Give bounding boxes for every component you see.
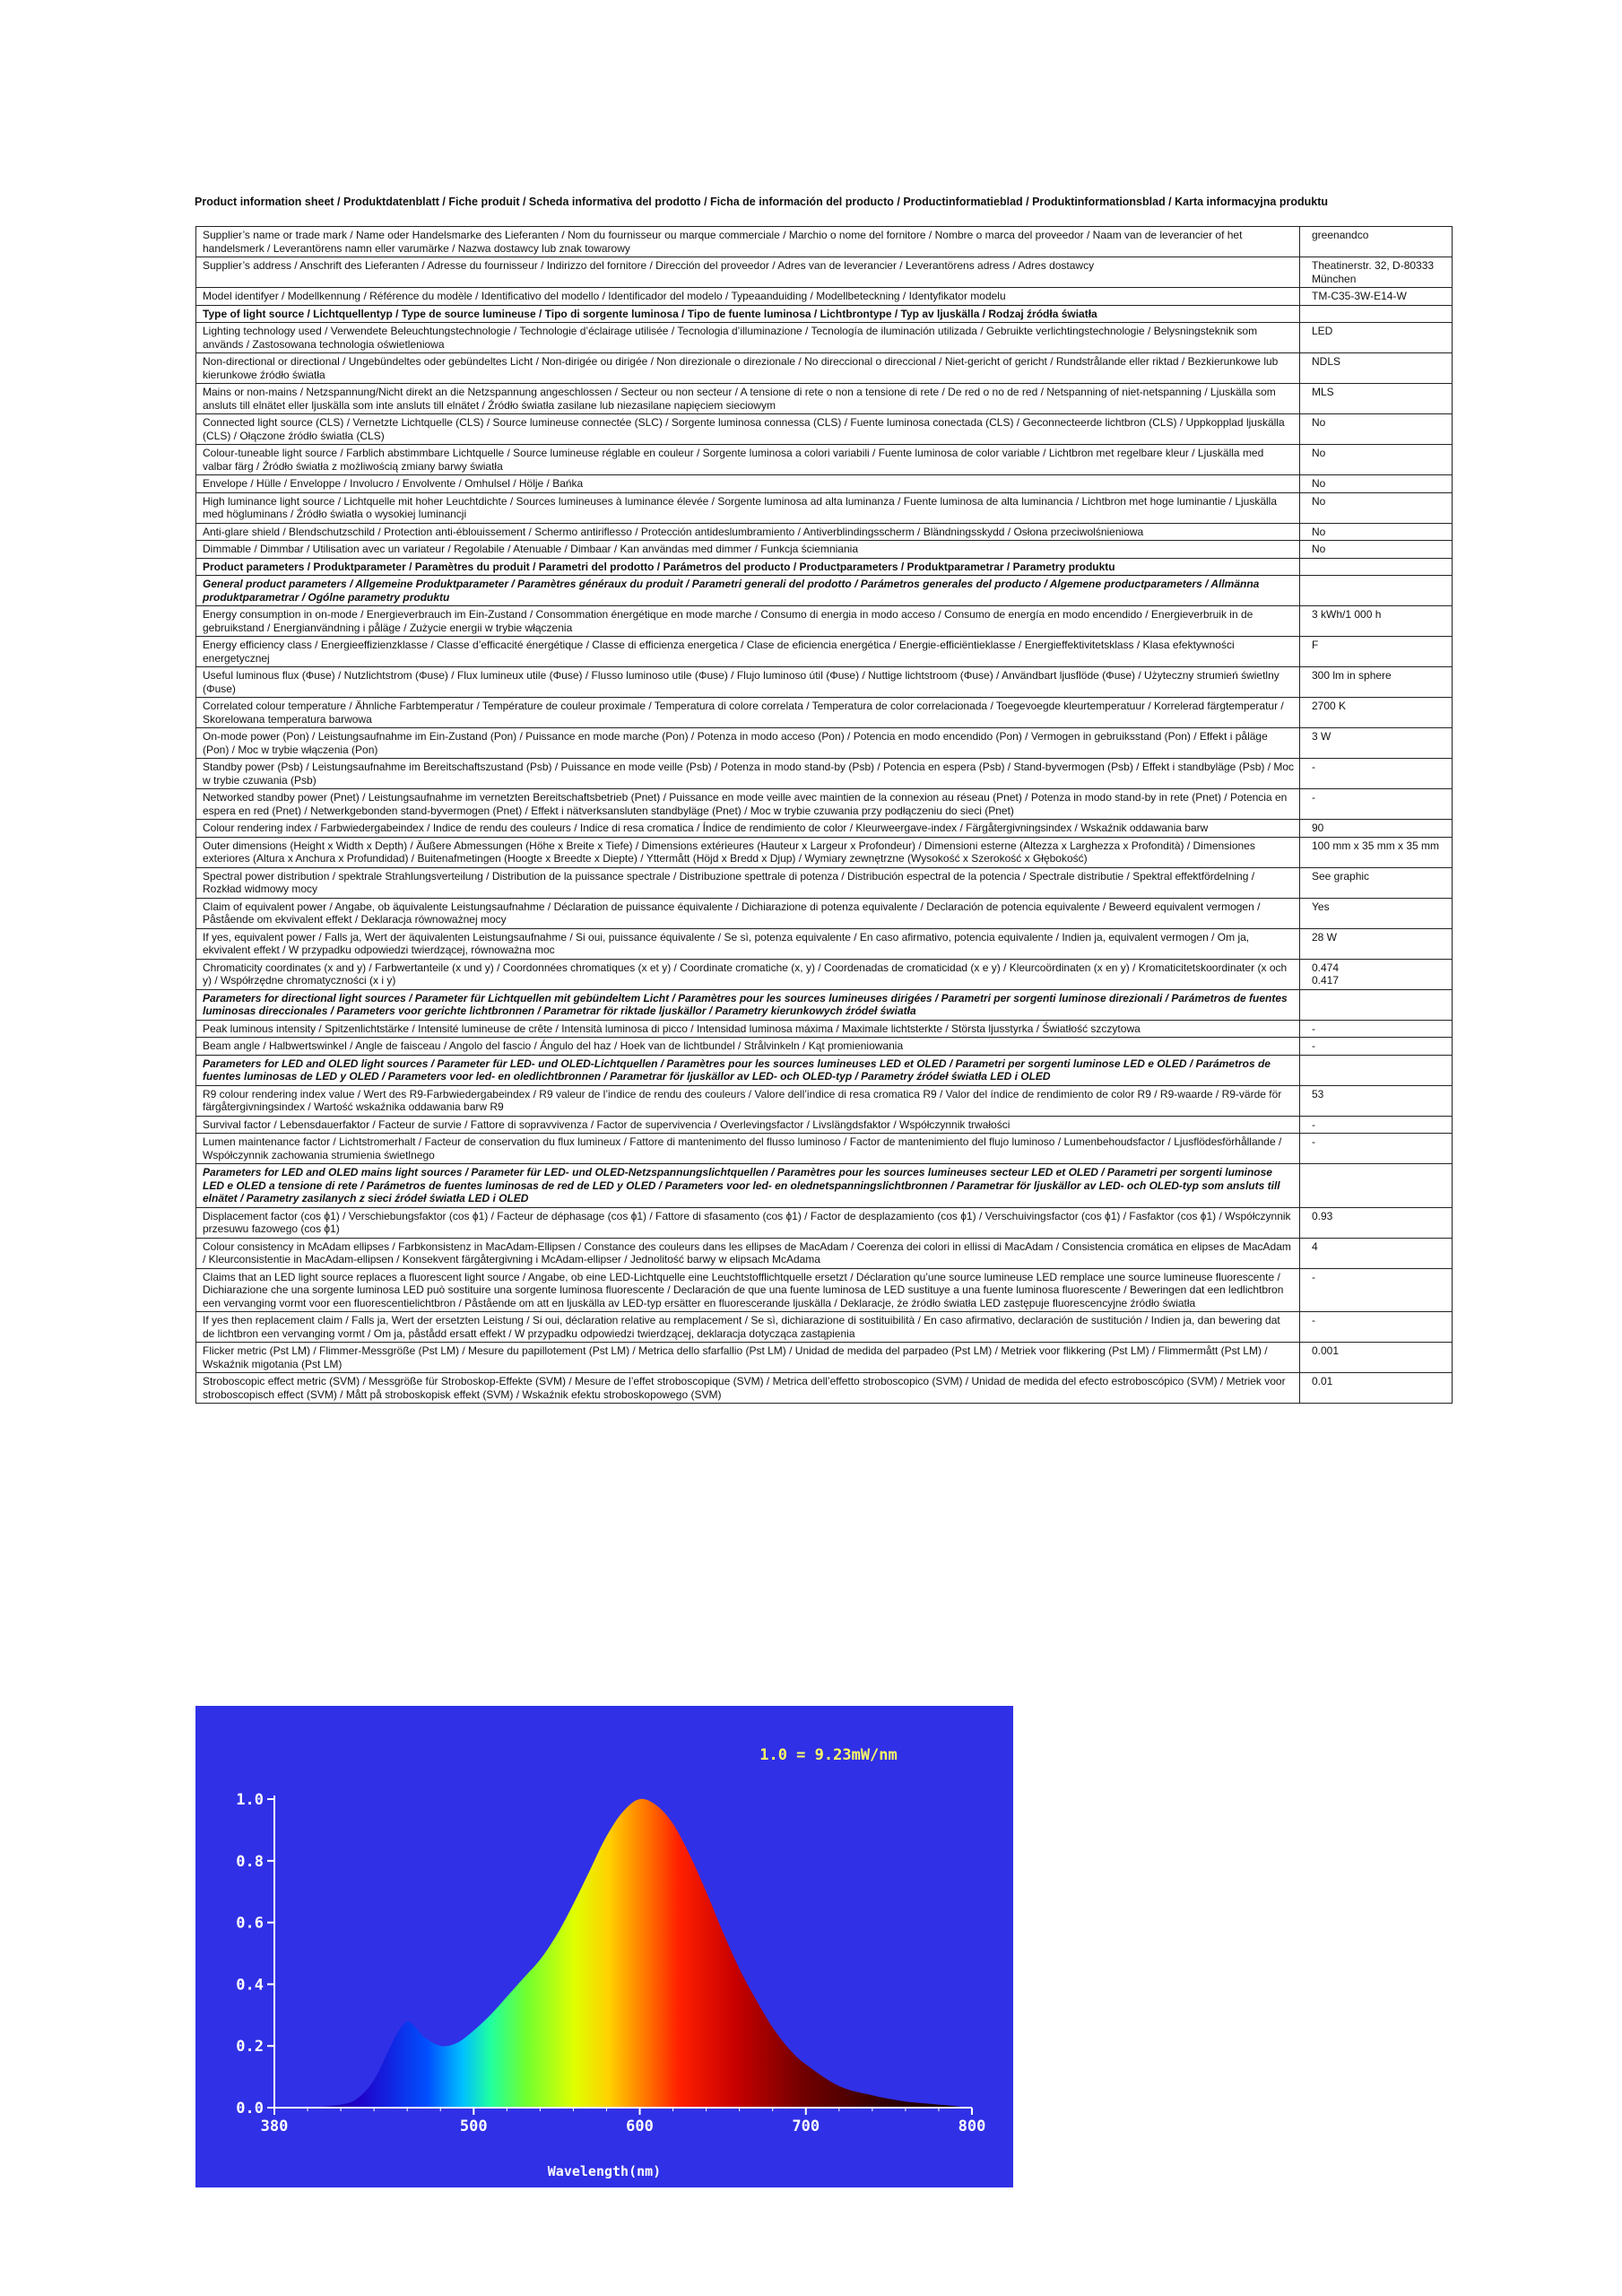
table-row — [196, 928, 1453, 959]
row-label: Energy efficiency class / Energieeffizienzklasse / Classe d’efficacité énergétique / Classe di efficienza energetica / Clase de eficiencia energética / Energie-efficiëntieklasse / Energieffektivitetsklass / Klasa efektywności energetycznej — [196, 637, 1300, 667]
row-value: - — [1300, 1116, 1453, 1134]
row-label: Colour consistency in McAdam ellipses / Farbkonsistenz in MacAdam-Ellipsen / Constance des couleurs dans les ellipses de MacAdam / Coerenza dei colori in ellissi di MacAdam / Consistencia cromática en elipses de MacAdam / Kleurconsistentie in MacAdam-ellipsen / Konsekvent färgåtergivning i McAdam-ellipser / Jednolitość barwy w elipsach McAdama — [196, 1238, 1300, 1268]
table-row — [196, 576, 1453, 606]
table-row — [196, 558, 1453, 576]
table-row — [196, 257, 1453, 288]
table-row — [196, 789, 1453, 820]
x-axis-label: Wavelength(nm) — [547, 2163, 662, 2179]
y-tick-label: 0.0 — [236, 2100, 264, 2118]
table-row — [196, 1085, 1453, 1116]
spectrum-svg — [195, 1706, 1013, 2187]
row-value: greenandco — [1300, 227, 1453, 257]
table-row — [196, 323, 1453, 353]
row-label: High luminance light source / Lichtquelle mit hoher Leuchtdichte / Sources lumineuses à luminance élevée / Sorgente luminosa ad alta luminanza / Fuente luminosa de alta luminancia / Lichtbron met hoge luminantie / Ljuskälla med högluminans / Źródło światła o wysokiej luminancji — [196, 492, 1300, 523]
table-row — [196, 541, 1453, 559]
row-label: Displacement factor (cos ϕ1) / Verschiebungsfaktor (cos ϕ1) / Facteur de déphasage (cos ϕ1) / Fattore di sfasamento (cos ϕ1) / Factor de desplazamiento (cos ϕ1) / Verschuivingsfactor (cos ϕ1) / Fasfaktor (cos ϕ1) / Współczynnik przesuwu fazowego (cos ϕ1) — [196, 1207, 1300, 1238]
row-label: Envelope / Hülle / Enveloppe / Involucro / Envolvente / Omhulsel / Hölje / Bańka — [196, 475, 1300, 493]
table-row — [196, 1116, 1453, 1134]
row-label: Networked standby power (Pnet) / Leistungsaufnahme im vernetzten Bereitschaftsbetrieb (Pnet) / Puissance en mode veille avec maintien de la connexion au réseau (Pnet) / Potenza in modo stand-by in rete (Pnet) / Potencia en espera en red (Pnet) / Netwerkgebonden stand-byvermogen (Pnet) / Effekt i nätverksansluten standbyläge (Pnet) / Moc w trybie czuwania przy podłączeniu do sieci (Pnet) — [196, 789, 1300, 820]
row-value — [1300, 1055, 1453, 1085]
row-label: Parameters for LED and OLED light sources / Parameter für LED- und OLED-Lichtquellen / Paramètres pour les sources lumineuses LED et OLED / Parametri per sorgenti luminose LED e OLED / Parámetros de fuentes luminosas de LED y OLED / Parameters voor led- en oledlichtbronnen / Parametrar för ljuskällor av LED- och OLED-typ / Parametry źródeł światła LED i OLED — [196, 1055, 1300, 1085]
y-tick-label: 0.8 — [236, 1852, 264, 1871]
table-row — [196, 1055, 1453, 1085]
x-tick-label: 500 — [459, 2118, 488, 2135]
table-row — [196, 1038, 1453, 1056]
x-tick-label: 700 — [792, 2118, 820, 2135]
row-value: 2700 K — [1300, 698, 1453, 728]
y-tick-label: 0.6 — [236, 1914, 264, 1933]
row-value: TM-C35-3W-E14-W — [1300, 288, 1453, 306]
row-label: Supplier’s address / Anschrift des Lieferanten / Adresse du fournisseur / Indirizzo del fornitore / Dirección del proveedor / Adres van de leverancier / Leverantörens adress / Adres dostawcy — [196, 257, 1300, 288]
x-tick-label: 800 — [958, 2118, 986, 2135]
row-label: Spectral power distribution / spektrale Strahlungsverteilung / Distribution de la puissance spectrale / Distribuzione spettrale di potenza / Distribución espectral de la potencia / Spectrale distributie / Spektral effektfördelning / Rozkład widmowy mocy — [196, 867, 1300, 898]
x-tick-label: 600 — [626, 2118, 654, 2135]
row-label: Correlated colour temperature / Ähnliche Farbtemperatur / Température de couleur proximale / Temperatura di colore correlata / Temperatura de color correlacionada / Toegevoegde kleurtemperatuur / Korrelerad färgtemperatur / Skorelowana temperatura barwowa — [196, 698, 1300, 728]
row-label: Energy consumption in on-mode / Energieverbrauch im Ein-Zustand / Consommation énergétique en mode marche / Consumo di energia in modo acceso / Consumo de energía en modo encendido / Energieverbruik in de gebruikstand / Energianvändning i påläge / Zużycie energii w trybie włączenia — [196, 606, 1300, 637]
table-row — [196, 523, 1453, 541]
row-value: - — [1300, 1134, 1453, 1164]
row-label: Lighting technology used / Verwendete Beleuchtungstechnologie / Technologie d’éclairage utilisée / Tecnologia d’illuminazione / Tecnología de iluminación utilizada / Gebruikte verlichtingstechnologie / Belysningsteknik som används / Zastosowana technologia oświetleniowa — [196, 323, 1300, 353]
table-row — [196, 475, 1453, 493]
table-row — [196, 698, 1453, 728]
table-row — [196, 1020, 1453, 1038]
row-label: Flicker metric (Pst LM) / Flimmer-Messgröße (Pst LM) / Mesure du papillotement (Pst LM) / Metrica dello sfarfallio (Pst LM) / Unidad de medida del parpadeo (Pst LM) / Metriek voor flikkering (Pst LM) / Flimmermått (Pst LM) / Wskaźnik migotania (Pst LM) — [196, 1343, 1300, 1373]
y-tick-label: 0.4 — [236, 1976, 264, 1995]
table-row — [196, 1134, 1453, 1164]
table-row — [196, 837, 1453, 867]
row-value: No — [1300, 492, 1453, 523]
row-value: 3 W — [1300, 728, 1453, 759]
row-label: Beam angle / Halbwertswinkel / Angle de faisceau / Angolo del fascio / Ángulo del haz / Hoek van de lichtbundel / Strålvinkeln / Kąt promieniowania — [196, 1038, 1300, 1056]
table-row — [196, 1207, 1453, 1238]
row-value: - — [1300, 789, 1453, 820]
row-value: NDLS — [1300, 353, 1453, 384]
table-row — [196, 759, 1453, 789]
row-label: Parameters for directional light sources / Parameter für Lichtquellen mit gebündeltem Licht / Paramètres pour les sources lumineuses dirigées / Parametri per sorgenti luminose direzionali / Parámetros de fuentes luminosas direccionales / Parameters voor gerichte lichtbronnen / Parametrar för riktade ljuskällor / Parametry kierunkowych źródeł światła — [196, 989, 1300, 1020]
row-label: Non-directional or directional / Ungebündeltes oder gebündeltes Licht / Non-dirigée ou dirigée / Non direzionale o direzionale / No direccional o direccional / Niet-gericht of gericht / Rundstrålande eller riktad / Bezkierunkowe lub kierunkowe źródło światła — [196, 353, 1300, 384]
row-label: Mains or non-mains / Netzspannung/Nicht direkt an die Netzspannung angeschlossen / Secteur ou non secteur / A tensione di rete o non a tensione di rete / De red o no de red / Netspanning of niet-netspanning / Ljuskälla som ansluts till elnätet eller ljuskälla som inte ansluts till elnätet / Źródło światła zasilane lub niezasilane napięciem sieciowym — [196, 384, 1300, 414]
row-value: 0.001 — [1300, 1343, 1453, 1373]
product-info-table — [195, 226, 1453, 1404]
row-value: - — [1300, 759, 1453, 789]
row-value: Yes — [1300, 898, 1453, 928]
row-label: R9 colour rendering index value / Wert des R9-Farbwiedergabeindex / R9 valeur de l’indice de rendu des couleurs / Valore dell’indice di resa cromatica R9 / Valor del índice de rendimiento de color R9 / R9-waarde / R9-värde för färgåtergivningsindex / Wartość wskaźnika oddawania barw R9 — [196, 1085, 1300, 1116]
row-value: 90 — [1300, 820, 1453, 838]
row-label: Chromaticity coordinates (x and y) / Farbwertanteile (x und y) / Coordonnées chromatiques (x et y) / Coordinate cromatiche (x, y) / Coordenadas de cromaticidad (x e y) / Kleurcoördinaten (x en y) / Kromaticitetskoordinater (x och y) / Współrzędne chromatyczności (x i y) — [196, 959, 1300, 989]
row-value: 4 — [1300, 1238, 1453, 1268]
row-label: Lumen maintenance factor / Lichtstromerhalt / Facteur de conservation du flux lumineux / Fattore di mantenimento del flusso luminoso / Factor de mantenimiento del flujo luminoso / Lumenbehoudsfactor / Ljusflödesförhållande / Współczynnik zachowania strumienia świetlnego — [196, 1134, 1300, 1164]
spectral-power-chart — [195, 1706, 1013, 2187]
row-value: No — [1300, 523, 1453, 541]
table-row — [196, 898, 1453, 928]
row-value: 300 lm in sphere — [1300, 667, 1453, 698]
table-row — [196, 384, 1453, 414]
y-tick-label: 1.0 — [236, 1791, 264, 1809]
row-value: Theatinerstr. 32, D-80333 München — [1300, 257, 1453, 288]
row-label: If yes then replacement claim / Falls ja, Wert der ersetzten Leistung / Si oui, déclaration relative au remplacement / Se sì, dichiarazione di sostituibilità / En caso afirmativo, declaración de sustitución / Indien ja, dan bewering dat de lichtbron een vervanging vormt / Om ja, påstådd ersatt effekt / W przypadku odpowiedzi twierdzącej, deklaracja dotycząca zastąpienia — [196, 1312, 1300, 1343]
row-label: If yes, equivalent power / Falls ja, Wert der äquivalenten Leistungsaufnahme / Si oui, puissance équivalente / Se sì, potenza equivalente / En caso afirmativo, potencia equivalente / Indien ja, equivalent vermogen / Om ja, ekvivalent effekt / W przypadku odpowiedzi twierdzącej, równoważna moc — [196, 928, 1300, 959]
row-label: Colour-tuneable light source / Farblich abstimmbare Lichtquelle / Source lumineuse réglable en couleur / Sorgente luminosa a colori variabili / Fuente luminosa de color variable / Lichtbron met regelbare kleur / Ljuskälla med valbar färg / Źródło światła z możliwością zmiany barwy światła — [196, 445, 1300, 475]
row-label: Standby power (Psb) / Leistungsaufnahme im Bereitschaftszustand (Psb) / Puissance en mode veille (Psb) / Potenza in modo stand-by (Psb) / Potencia en espera (Psb) / Stand-byvermogen (Psb) / Effekt i standbyläge (Psb) / Moc w trybie czuwania (Psb) — [196, 759, 1300, 789]
table-row — [196, 637, 1453, 667]
row-label: Dimmable / Dimmbar / Utilisation avec un variateur / Regolabile / Atenuable / Dimbaar / Kan användas med dimmer / Funkcja ściemniania — [196, 541, 1300, 559]
row-value — [1300, 305, 1453, 323]
row-value: - — [1300, 1038, 1453, 1056]
row-label: Connected light source (CLS) / Vernetzte Lichtquelle (CLS) / Source lumineuse connectée (SLC) / Sorgente luminosa connessa (CLS) / Fuente luminosa conectada (CLS) / Geconnecteerde lichtbron (CLS) / Uppkopplad ljuskälla (CLS) / Ołączone źródło światła (CLS) — [196, 414, 1300, 445]
chart-annotation: 1.0 = 9.23mW/nm — [759, 1746, 898, 1764]
table-row — [196, 667, 1453, 698]
table-row — [196, 1343, 1453, 1373]
row-value: F — [1300, 637, 1453, 667]
row-label: Claim of equivalent power / Angabe, ob äquivalente Leistungsaufnahme / Déclaration de puissance équivalente / Dichiarazione di potenza equivalente / Declaración de potencia equivalente / Beweerd equivalent vermogen / Påstående om ekvivalent effekt / Deklaracja równoważnej mocy — [196, 898, 1300, 928]
table-row — [196, 989, 1453, 1020]
row-label: Survival factor / Lebensdauerfaktor / Facteur de survie / Fattore di sopravvivenza / Factor de supervivencia / Overlevingsfactor / Livslängdsfaktor / Współczynnik trwałości — [196, 1116, 1300, 1134]
table-row — [196, 820, 1453, 838]
row-value: No — [1300, 541, 1453, 559]
table-row — [196, 606, 1453, 637]
table-row — [196, 227, 1453, 257]
row-value: 0.93 — [1300, 1207, 1453, 1238]
row-label: Product parameters / Produktparameter / Paramètres du produit / Parametri del prodotto / Parámetros del producto / Productparameters / Produktparametrar / Parametry produktu — [196, 558, 1300, 576]
row-label: On-mode power (Pon) / Leistungsaufnahme im Ein-Zustand (Pon) / Puissance en mode marche (Pon) / Potenza in modo acceso (Pon) / Potencia en modo encendido (Pon) / Vermogen in gebruiksstand (Pon) / Effekt i påläge (Pon) / Moc w trybie włączenia (Pon) — [196, 728, 1300, 759]
row-label: Colour rendering index / Farbwiedergabeindex / Indice de rendu des couleurs / Indice di resa cromatica / Índice de rendimiento de color / Kleurweergave-index / Färgåtergivningsindex / Wskaźnik oddawania barw — [196, 820, 1300, 838]
row-value: 100 mm x 35 mm x 35 mm — [1300, 837, 1453, 867]
row-label: Anti-glare shield / Blendschutzschild / Protection anti-éblouissement / Schermo antiriflesso / Protección antideslumbramiento / Antiverblindingsscherm / Bländningsskydd / Osłona przeciwolśnieniowa — [196, 523, 1300, 541]
row-label: Outer dimensions (Height x Width x Depth) / Äußere Abmessungen (Höhe x Breite x Tiefe) / Dimensions extérieures (Hauteur x Largeur x Profondeur) / Dimensioni esterne (Altezza x Larghezza x Profondità) / Dimensiones exteriores (Altura x Anchura x Profundidad) / Buitenafmetingen (Hoogte x Breedte x Diepte) / Yttermått (Höjd x Bredd x Djup) / Wymiary zewnętrzne (Wysokość x Szerokość x Głębokość) — [196, 837, 1300, 867]
row-value — [1300, 1164, 1453, 1208]
row-value: MLS — [1300, 384, 1453, 414]
row-label: Supplier’s name or trade mark / Name oder Handelsmarke des Lieferanten / Nom du fournisseur ou marque commerciale / Marchio o nome del fornitore / Nombre o marca del proveedor / Naam van de leverancier of het handelsmerk / Leverantörens namn eller varumärke / Nazwa dostawcy lub znak towarowy — [196, 227, 1300, 257]
row-value: No — [1300, 414, 1453, 445]
row-value: - — [1300, 1312, 1453, 1343]
row-label: Stroboscopic effect metric (SVM) / Messgröße für Stroboskop-Effekte (SVM) / Mesure de l’effet stroboscopique (SVM) / Metrica dell’effetto stroboscopico (SVM) / Unidad de medida del efecto estroboscópico (SVM) / Metriek voor stroboscopisch effect (SVM) / Mått på stroboskopisk effekt (SVM) / Wskaźnik efektu stroboskopowego (SVM) — [196, 1373, 1300, 1404]
row-value: - — [1300, 1020, 1453, 1038]
row-label: Claims that an LED light source replaces a fluorescent light source / Angabe, ob eine LED-Lichtquelle eine Leuchtstofflichtquelle ersetzt / Déclaration qu’une source lumineuse LED remplace une source lumineuse fluorescente / Dichiarazione che una sorgente luminosa LED può sostituire una sorgente luminosa fluorescente / Declaración de que una fuente luminosa de LED sustituye a una fuente luminosa fluorescente / Beweringen dat een ledlichtbron een vervanging vormt voor een fluorescentielichtbron / Påstående om att en ljuskälla av LED-typ ersätter en fluorescerande ljuskälla / Deklaracje, że źródło światła LED zastępuje fluorescencyjne źródło światła — [196, 1268, 1300, 1312]
table-row — [196, 1164, 1453, 1208]
row-label: Parameters for LED and OLED mains light sources / Parameter für LED- und OLED-Netzspannungslichtquellen / Paramètres pour les sources lumineuses secteur LED et OLED / Parametri per sorgenti luminose LED e OLED a tensione di rete / Parámetros de fuentes luminosas de red de LED y OLED / Parameters voor led- en olednetspanningslichtbronnen / Parametrar för ljuskällor av LED- och OLED-typ som ansluts till elnätet / Parametry zasilanych z sieci źródeł światła LED i OLED — [196, 1164, 1300, 1208]
table-row — [196, 353, 1453, 384]
table-row — [196, 959, 1453, 989]
table-row — [196, 305, 1453, 323]
row-value: LED — [1300, 323, 1453, 353]
row-value: 0.474 0.417 — [1300, 959, 1453, 989]
table-row — [196, 1268, 1453, 1312]
row-value — [1300, 989, 1453, 1020]
row-value: 3 kWh/1 000 h — [1300, 606, 1453, 637]
row-value: 53 — [1300, 1085, 1453, 1116]
row-label: Useful luminous flux (Φuse) / Nutzlichtstrom (Φuse) / Flux lumineux utile (Φuse) / Flusso luminoso utile (Φuse) / Flujo luminoso útil (Φuse) / Nuttige lichtstroom (Φuse) / Användbart ljusflöde (Φuse) / Użyteczny strumień świetlny (Φuse) — [196, 667, 1300, 698]
table-row — [196, 867, 1453, 898]
row-value: - — [1300, 1268, 1453, 1312]
table-row — [196, 445, 1453, 475]
table-row — [196, 1373, 1453, 1404]
row-value — [1300, 558, 1453, 576]
row-value: No — [1300, 445, 1453, 475]
table-row — [196, 288, 1453, 306]
row-value — [1300, 576, 1453, 606]
table-row — [196, 414, 1453, 445]
row-label: Peak luminous intensity / Spitzenlichtstärke / Intensité lumineuse de crête / Intensità luminosa di picco / Intensidad luminosa máxima / Maximale lichtsterkte / Största ljusstyrka / Światłość szczytowa — [196, 1020, 1300, 1038]
row-label: Type of light source / Lichtquellentyp / Type de source lumineuse / Tipo di sorgente luminosa / Tipo de fuente luminosa / Lichtbrontype / Typ av ljuskälla / Rodzaj źródła światła — [196, 305, 1300, 323]
table-row — [196, 728, 1453, 759]
row-value: 0.01 — [1300, 1373, 1453, 1404]
row-value: No — [1300, 475, 1453, 493]
table-row — [196, 492, 1453, 523]
row-value: 28 W — [1300, 928, 1453, 959]
x-tick-label: 380 — [260, 2118, 289, 2135]
row-value: See graphic — [1300, 867, 1453, 898]
row-label: General product parameters / Allgemeine Produktparameter / Paramètres généraux du produit / Parametri generali del prodotto / Parámetros generales del producto / Algemene productparameters / Allmänna produktparametrar / Ogólne parametry produktu — [196, 576, 1300, 606]
table-row — [196, 1312, 1453, 1343]
document-title: Product information sheet / Produktdatenblatt / Fiche produit / Scheda informativa del prodotto / Ficha de información del producto / Productinformatieblad / Produktinformationsblad / Karta informacyjna produktu — [195, 196, 1328, 208]
row-label: Model identifyer / Modellkennung / Référence du modèle / Identificativo del modello / Identificador del modelo / Typeaanduiding / Modellbeteckning / Identyfikator modelu — [196, 288, 1300, 306]
table-row — [196, 1238, 1453, 1268]
y-tick-label: 0.2 — [236, 2038, 264, 2057]
